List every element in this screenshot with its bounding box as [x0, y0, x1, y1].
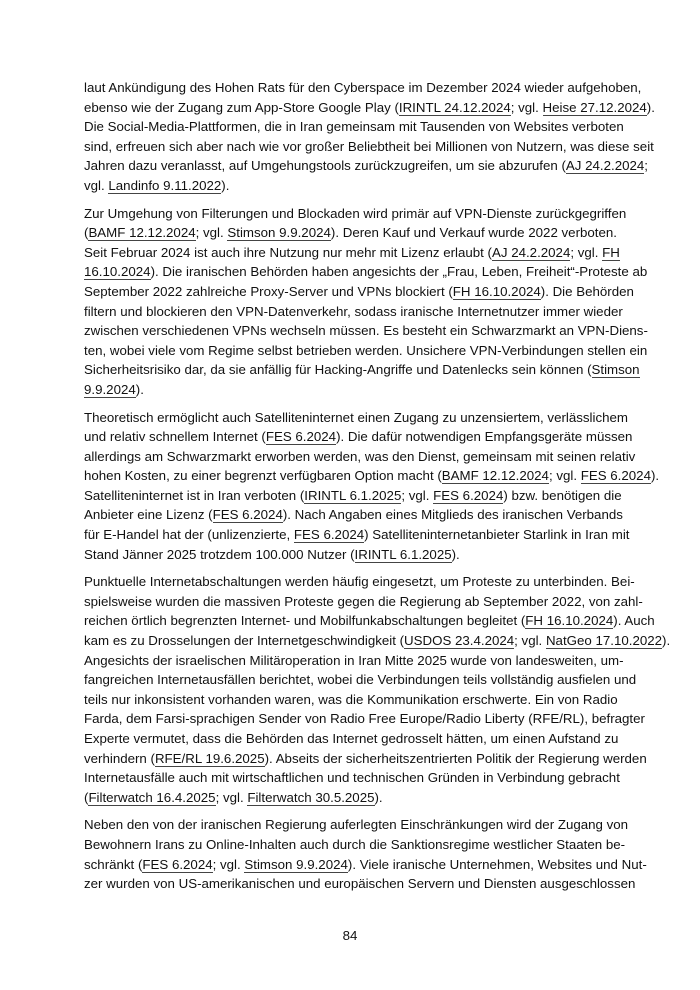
text-segment: ebenso wie der Zugang zum App-Store Google Play (: [84, 99, 399, 115]
text-segment: ).: [221, 177, 230, 193]
text-line: [84, 262, 648, 282]
text-line: [84, 545, 616, 565]
text-segment: ;: [644, 158, 648, 174]
text-segment: vgl.: [84, 177, 109, 193]
source-reference-link[interactable]: IRINTL 6.1.2025: [304, 487, 402, 503]
text-segment: ).: [451, 546, 460, 562]
text-segment: Sicherheitsrisiko dar, da sie anfällig für Hacking-Angriffe und Datenlecks sein können (: [84, 362, 592, 378]
text-line: [84, 321, 648, 341]
source-reference-link[interactable]: Filterwatch 30.5.2025: [247, 789, 375, 805]
text-line: [84, 380, 616, 400]
source-reference-link[interactable]: FES 6.2024: [433, 487, 504, 503]
text-segment: (: [84, 789, 89, 805]
text-line: [84, 117, 624, 137]
text-segment: Farda, dem Farsi-sprachigen Sender von Radio Free Europe/Radio Liberty (RFE/RL), befragter: [84, 711, 645, 727]
text-segment: ). Die dafür notwendigen Empfangsgeräte müssen: [336, 429, 633, 445]
text-line: [84, 690, 616, 710]
text-segment: schränkt (: [84, 856, 143, 872]
text-segment: Bewohnern Irans zu Online-Inhalten auch durch die Sanktionsregime westlicher Staaten be-: [84, 836, 626, 852]
text-line: [84, 243, 620, 263]
text-segment: ; vgl.: [195, 225, 228, 241]
text-line: [84, 631, 671, 651]
text-segment: zwischen verschiedenen VPNs wechseln müssen. Es besteht ein Schwarzmarkt an VPN-Diens-: [84, 323, 648, 339]
paragraph: [84, 408, 660, 565]
text-segment: filtern und blockieren den VPN-Datenverkehr, sodass iranische Internetnutzer immer wieder: [84, 303, 623, 319]
text-segment: ) Satelliteninternetanbieter Starlink in Iran mit: [364, 527, 630, 543]
text-segment: ; vgl.: [548, 468, 581, 484]
text-segment: Seit Februar 2024 ist auch ihre Nutzung nur mehr mit Lizenz erlaubt (: [84, 244, 492, 260]
text-segment: Angesichts der israelischen Militäroperation in Iran Mitte 2025 wurde von landesweiten, um-: [84, 652, 624, 668]
text-line: [84, 709, 645, 729]
text-segment: verhindern (: [84, 750, 155, 766]
text-segment: Zur Umgehung von Filterungen und Blockaden wird primär auf VPN-Dienste zurückgegriffen: [84, 205, 627, 221]
source-reference-link[interactable]: FH 16.10.2024: [525, 613, 614, 629]
text-segment: hohen Kosten, zu einer begrenzt verfügbaren Option macht (: [84, 468, 442, 484]
text-line: [84, 447, 636, 467]
source-reference-link[interactable]: BAMF 12.12.2024: [441, 468, 549, 484]
text-line: [84, 572, 635, 592]
source-reference-link[interactable]: Stimson: [591, 362, 640, 378]
text-line: [84, 815, 629, 835]
text-line: [84, 466, 660, 486]
text-line: [84, 749, 647, 769]
source-reference-link[interactable]: 16.10.2024: [84, 264, 151, 280]
source-reference-link[interactable]: FES 6.2024: [212, 507, 283, 523]
source-reference-link[interactable]: Landinfo 9.11.2022: [108, 177, 222, 193]
source-reference-link[interactable]: FES 6.2024: [142, 856, 213, 872]
paragraph: [84, 572, 671, 807]
text-segment: Die Social-Media-Plattformen, die in Iran gemeinsam mit Tausenden von Websites verboten: [84, 119, 624, 135]
text-segment: ; vgl.: [212, 856, 245, 872]
text-line: [84, 176, 616, 196]
text-line: [84, 788, 616, 808]
source-reference-link[interactable]: RFE/RL 19.6.2025: [154, 750, 265, 766]
paragraph: [84, 204, 648, 400]
text-line: [84, 341, 648, 361]
text-segment: und relativ schnellem Internet (: [84, 429, 266, 445]
text-line: [84, 486, 622, 506]
text-segment: Neben den von der iranischen Regierung auferlegten Einschränkungen wird der Zugang von: [84, 817, 629, 833]
text-segment: ten, wobei viele vom Regime selbst betrieben werden. Unsichere VPN-Verbindungen stellen ein: [84, 342, 648, 358]
text-segment: sind, erfreuen sich aber nach wie vor großer Beliebtheit bei Millionen von Nutzern, was diese seit: [84, 138, 654, 154]
text-segment: ).: [662, 633, 671, 649]
text-line: [84, 408, 628, 428]
text-segment: ).: [650, 468, 660, 484]
text-line: [84, 525, 630, 545]
text-line: [84, 874, 636, 894]
text-line: [84, 223, 616, 243]
text-line: [84, 302, 623, 322]
text-segment: teils nur inkonsistent vorhanden waren, was die Kommunikation erschwerte. Ein von Radio: [84, 691, 618, 707]
text-segment: fangreichen Internetausfällen berichtet, wobei die Verbindungen teils vollständig ausfielen und: [84, 672, 637, 688]
text-segment: ).: [646, 99, 655, 115]
text-line: [84, 78, 642, 98]
text-line: [84, 855, 647, 875]
source-reference-link[interactable]: Stimson 9.9.2024: [227, 225, 331, 241]
text-segment: ). Auch: [613, 613, 655, 629]
source-reference-link[interactable]: Heise 27.12.2024: [542, 99, 647, 115]
text-line: [84, 137, 654, 157]
text-line: [84, 505, 623, 525]
source-reference-link[interactable]: FES 6.2024: [580, 468, 651, 484]
page-number: 84: [342, 928, 358, 943]
text-segment: reichen örtlich begrenzten Internet- und Mobilfunkabschaltungen begleitet (: [84, 613, 526, 629]
text-segment: ).: [135, 381, 144, 397]
text-line: [84, 427, 633, 447]
text-line: [84, 360, 640, 380]
source-reference-link[interactable]: Filterwatch 16.4.2025: [88, 789, 216, 805]
text-segment: ; vgl.: [215, 789, 248, 805]
text-line: [84, 651, 624, 671]
text-line: [84, 156, 648, 176]
text-segment: ). Die iranischen Behörden haben angesichts der „Frau, Leben, Freiheit“-Proteste ab: [150, 264, 648, 280]
source-reference-link[interactable]: Stimson 9.9.2024: [244, 856, 348, 872]
text-segment: ). Nach Angaben eines Mitglieds des iranischen Verbands: [282, 507, 623, 523]
text-segment: zer wurden von US-amerikanischen und europäischen Servern und Diensten ausgeschlossen: [84, 876, 636, 892]
text-segment: ; vgl.: [510, 99, 543, 115]
text-line: [84, 729, 619, 749]
source-reference-link[interactable]: IRINTL 6.1.2025: [354, 546, 452, 562]
source-reference-link[interactable]: FES 6.2024: [265, 429, 337, 445]
text-line: [84, 611, 655, 631]
text-line: [84, 835, 626, 855]
text-line: [84, 204, 627, 224]
text-segment: ). Viele iranische Unternehmen, Websites und Nut-: [347, 856, 647, 872]
text-segment: allerdings am Schwarzmarkt erworben werden, was den Dienst, gemeinsam mit seinen relativ: [84, 448, 636, 464]
text-line: [84, 592, 643, 612]
source-reference-link[interactable]: FH 16.10.2024: [452, 283, 541, 299]
text-segment: Jahren dazu veranlasst, auf Umgehungstools zurückzugreifen, um sie abzurufen (: [84, 158, 566, 174]
source-reference-link[interactable]: USDOS 23.4.2024: [404, 633, 515, 649]
text-line: [84, 282, 634, 302]
text-line: [84, 98, 655, 118]
text-segment: Theoretisch ermöglicht auch Satelliteninternet einen Zugang zu unzensiertem, verlässlichem: [84, 409, 628, 425]
text-segment: ; vgl.: [514, 633, 546, 649]
text-segment: Experte vermutet, dass die Behörden das Internet gedrosselt hätten, um einen Aufstand zu: [84, 731, 619, 746]
text-segment: September 2022 zahlreiche Proxy-Server und VPNs blockiert (: [84, 283, 453, 299]
document-body: [84, 78, 671, 902]
paragraph: [84, 815, 647, 893]
source-reference-link[interactable]: AJ 24.2.2024: [565, 158, 645, 174]
source-reference-link[interactable]: AJ 24.2.2024: [491, 244, 571, 260]
text-line: [84, 670, 637, 690]
text-segment: Satelliteninternet ist in Iran verboten (: [84, 487, 305, 503]
text-segment: Punktuelle Internetabschaltungen werden häufig eingesetzt, um Proteste zu unterbinden. Bei-: [84, 574, 635, 590]
source-reference-link[interactable]: BAMF 12.12.2024: [88, 225, 196, 241]
text-segment: ). Deren Kauf und Verkauf wurde 2022 verboten.: [330, 225, 617, 241]
text-segment: Stand Jänner 2025 trotzdem 100.000 Nutzer (: [84, 546, 355, 562]
source-reference-link[interactable]: 9.9.2024: [84, 381, 136, 397]
text-segment: laut Ankündigung des Hohen Rats für den Cyberspace im Dezember 2024 wieder aufgehoben,: [84, 80, 642, 95]
text-segment: ) bzw. benötigen die: [503, 487, 622, 503]
text-segment: kam es zu Drosselungen der Internetgeschwindigkeit (: [84, 633, 405, 649]
text-segment: spielsweise wurden die massiven Proteste gegen die Regierung ab September 2022, von zahl-: [84, 593, 643, 609]
source-reference-link[interactable]: IRINTL 24.12.2024: [398, 99, 511, 115]
text-segment: ; vgl.: [401, 487, 434, 503]
source-reference-link[interactable]: NatGeo 17.10.2022: [545, 633, 663, 649]
text-segment: ). Abseits der sicherheitszentrierten Politik der Regierung werden: [264, 750, 647, 766]
paragraph: [84, 78, 655, 196]
text-segment: ; vgl.: [570, 244, 603, 260]
text-segment: (: [84, 225, 89, 241]
text-segment: ). Die Behörden: [540, 283, 634, 299]
source-reference-link[interactable]: FES 6.2024: [293, 527, 365, 543]
source-reference-link[interactable]: FH: [602, 244, 620, 260]
text-line: [84, 768, 620, 788]
text-segment: Internetausfälle auch mit wirtschaftlichen und technischen Gründen in Verbindung gebracht: [84, 770, 620, 786]
text-segment: für E-Handel hat der (unlizenzierte,: [84, 527, 294, 543]
text-segment: ).: [374, 789, 383, 805]
text-segment: Anbieter eine Lizenz (: [84, 507, 213, 523]
